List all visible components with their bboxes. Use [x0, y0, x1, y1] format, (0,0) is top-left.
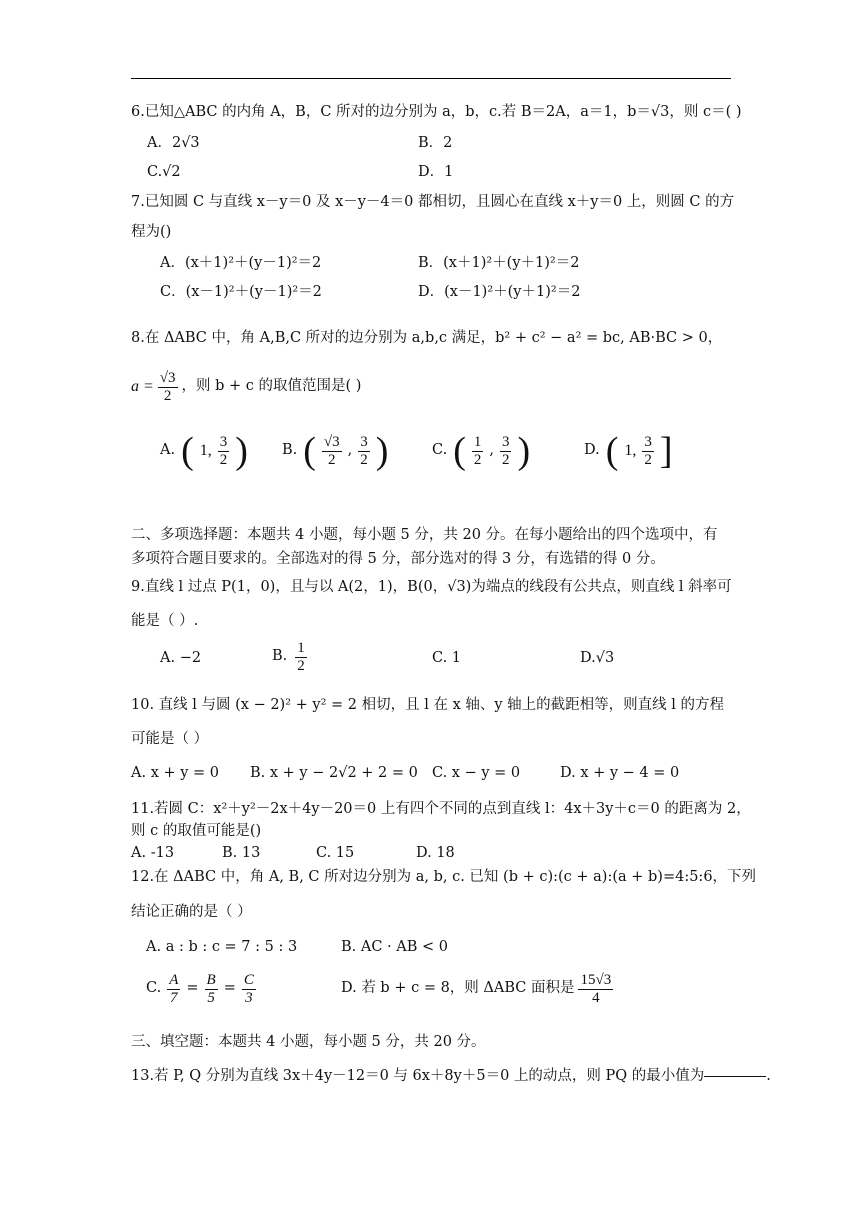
q9-stem-line2: 能是（ ）. — [131, 613, 199, 629]
q8-stem-line2 — [131, 370, 361, 404]
q7-option-d: D．(x－1)²＋(y＋1)²＝2 — [418, 284, 581, 300]
section2-heading-line1: 二、多项选择题：本题共 4 小题，每小题 5 分，共 20 分。在每小题给出的四个选项中，有 — [131, 527, 718, 543]
q8-option-c: C. ( $\frac{1}{2}$ , $\frac{3}{2}$ ) — [432, 430, 531, 472]
q11-option-c: C. 15 — [316, 845, 355, 861]
q12-option-d: D. 若 b + c = 8，则 ΔABC 面积是 $\frac{15√3}{4}$ — [341, 972, 612, 1006]
q11-stem-line2: 则 c 的取值可能是() — [131, 823, 262, 839]
q7-option-b: B．(x＋1)²＋(y＋1)²＝2 — [418, 255, 580, 271]
q7-option-c: C．(x－1)²＋(y－1)²＝2 — [160, 284, 322, 300]
q9-option-a: A. −2 — [160, 650, 202, 666]
q11-option-a: A. -13 — [131, 845, 175, 861]
q9-option-c: C. 1 — [432, 650, 462, 666]
q6-option-b: B．2 — [418, 135, 453, 151]
q9-option-d: D.√3 — [580, 650, 615, 666]
q13-stem: 13.若 P, Q 分别为直线 3x＋4y－12＝0 与 6x＋8y＋5＝0 上的动点，则 PQ 的最小值为 . — [131, 1068, 771, 1084]
q12-option-a: A. a : b : c = 7 : 5 : 3 — [146, 939, 298, 955]
q7-stem-line1: 7.已知圆 C 与直线 x－y＝0 及 x－y－4＝0 都相切，且圆心在直线 x＋y＝0 上，则圆 C 的方 — [131, 194, 735, 210]
q12-option-c: C. $\frac{A}{7}$ = $\frac{B}{5}$ = $\frac{C}{3}$ — [146, 972, 254, 1006]
q10-option-b: B. x + y − 2√2 + 2 = 0 — [250, 765, 418, 781]
q7-option-a: A．(x＋1)²＋(y－1)²＝2 — [160, 255, 322, 271]
q9-stem-line1: 9.直线 l 过点 P(1，0)，且与以 A(2，1)，B(0，√3)为端点的线段有公共点，则直线 l 斜率可 — [131, 579, 732, 595]
q12-stem-line2: 结论正确的是（ ） — [131, 904, 252, 920]
q13-answer-blank[interactable] — [704, 1076, 766, 1077]
q8-option-b: B. ( $\frac{√3}{2}$ , $\frac{3}{2}$ ) — [282, 430, 389, 472]
q8-a-label: a = — [131, 378, 154, 396]
header-rule — [131, 78, 731, 79]
q10-stem-line2: 可能是（ ） — [131, 731, 209, 747]
q8-a-fraction: $\frac{√3}{2}$ — [159, 370, 176, 404]
section3-heading: 三、填空题：本题共 4 小题，每小题 5 分，共 20 分。 — [131, 1034, 486, 1050]
q6-option-d: D．1 — [418, 164, 454, 180]
q8-option-a: A. ( 1, $\frac{3}{2}$ ) — [160, 430, 248, 472]
q12-option-b: B. AC · AB < 0 — [341, 939, 448, 955]
q10-option-d: D. x + y − 4 = 0 — [560, 765, 680, 781]
q8-option-d: D. ( 1, $\frac{3}{2}$ ] — [584, 430, 673, 472]
q8-stem-line1: 8.在 ΔABC 中，角 A,B,C 所对的边分别为 a,b,c 满足，b² + c² − a² = bc, AB·BC > 0， — [131, 330, 723, 346]
section2-heading-line2: 多项符合题目要求的。全部选对的得 5 分，部分选对的得 3 分，有选错的得 0 分。 — [131, 551, 665, 567]
q8-stem-tail: ，则 b + c 的取值范围是( ) — [181, 378, 362, 395]
q12-stem-line1: 12.在 ΔABC 中，角 A, B, C 所对边分别为 a, b, c. 已知 (b + c):(c + a):(a + b)=4:5:6，下列 — [131, 869, 757, 885]
q10-option-c: C. x − y = 0 — [432, 765, 521, 781]
q10-stem-line1: 10. 直线 l 与圆 (x − 2)² + y² = 2 相切，且 l 在 x 轴、y 轴上的截距相等，则直线 l 的方程 — [131, 697, 725, 713]
q11-option-d: D. 18 — [416, 845, 455, 861]
q11-option-b: B. 13 — [222, 845, 261, 861]
q6-option-c: C.√2 — [147, 164, 181, 180]
q9-option-b: B. $\frac{1}{2}$ — [272, 640, 305, 674]
q10-option-a: A. x + y = 0 — [131, 765, 220, 781]
q6-stem: 6.已知△ABC 的内角 A，B，C 所对的边分别为 a，b，c.若 B＝2A，a＝1，b＝√3，则 c＝( ) — [131, 104, 742, 120]
q7-stem-line2: 程为() — [131, 224, 172, 240]
q11-stem-line1: 11.若圆 C：x²＋y²－2x＋4y－20＝0 上有四个不同的点到直线 l：4x＋3y＋c＝0 的距离为 2， — [131, 801, 751, 817]
q6-option-a: A．2√3 — [147, 135, 200, 151]
